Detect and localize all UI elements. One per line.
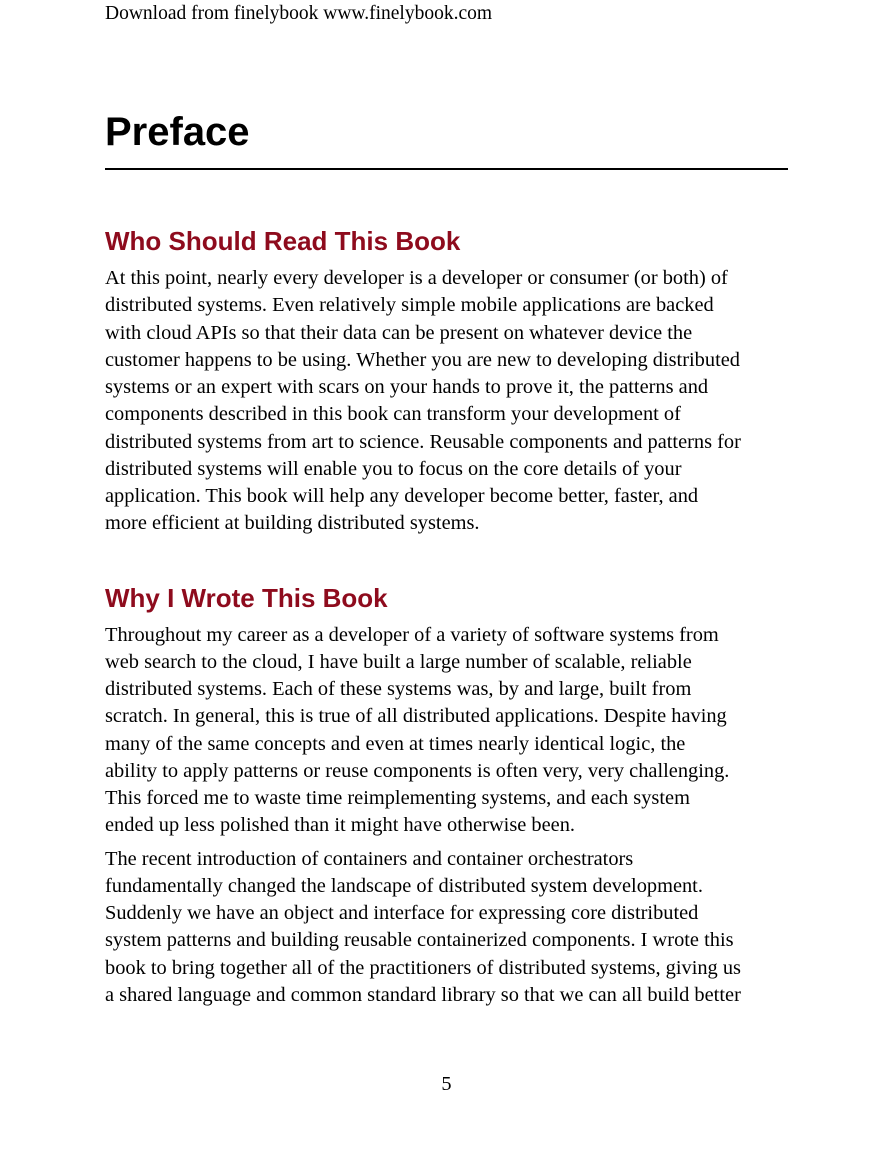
text-line: components described in this book can transform your development of (105, 403, 681, 426)
text-line: ended up less polished than it might have otherwise been. (105, 814, 576, 837)
text-line: ability to apply patterns or reuse components is often very, very challenging. (105, 759, 730, 782)
text-line: scratch. In general, this is true of all distributed applications. Despite having (105, 705, 727, 728)
download-watermark: Download from finelybook www.finelybook.com (105, 3, 493, 24)
text-line: distributed systems. Each of these systems was, by and large, built from (105, 678, 692, 700)
text-line: systems or an expert with scars on your hands to prove it, the patterns and (105, 376, 709, 398)
text-line: with cloud APIs so that their data can be present on whatever device the (105, 321, 693, 344)
text-line: system patterns and building reusable containerized components. I wrote this (105, 929, 734, 952)
title-divider (105, 168, 788, 170)
text-line: many of the same concepts and even at times nearly identical logic, the (105, 732, 686, 755)
text-line: web search to the cloud, I have built a large number of scalable, reliable (105, 650, 692, 673)
page-number: 5 (441, 1073, 452, 1095)
text-line: fundamentally changed the landscape of distributed system development. (105, 874, 703, 897)
text-line: more efficient at building distributed systems. (105, 512, 480, 535)
text-line: distributed systems will enable you to focus on the core details of your (105, 457, 682, 480)
text-line: This forced me to waste time reimplementing systems, and each system (105, 787, 690, 809)
section-heading-who-should-read: Who Should Read This Book (105, 226, 461, 256)
text-line: Throughout my career as a developer of a variety of software systems from (105, 623, 719, 646)
text-line: Suddenly we have an object and interface for expressing core distributed (105, 902, 699, 924)
page-body (105, 225, 788, 1009)
text-line: distributed systems. Even relatively simple mobile applications are backed (105, 294, 714, 317)
text-line: distributed systems from art to science. Reusable components and patterns for (105, 430, 741, 453)
paragraph-why-i-wrote-1 (105, 622, 788, 840)
section-heading-why-i-wrote: Why I Wrote This Book (105, 582, 388, 613)
chapter-title: Preface (105, 110, 250, 154)
text-line: The recent introduction of containers and container orchestrators (105, 847, 634, 870)
text-line: customer happens to be using. Whether you are new to developing distributed (105, 348, 740, 371)
text-line: At this point, nearly every developer is a developer or consumer (or both) of (105, 267, 728, 289)
paragraph-who-should-read (105, 265, 788, 538)
text-line: a shared language and common standard library so that we can all build better (105, 983, 741, 1006)
paragraph-why-i-wrote-2 (105, 846, 788, 1010)
text-line: book to bring together all of the practitioners of distributed systems, giving us (105, 956, 741, 979)
text-line: application. This book will help any developer become better, faster, and (105, 485, 699, 507)
